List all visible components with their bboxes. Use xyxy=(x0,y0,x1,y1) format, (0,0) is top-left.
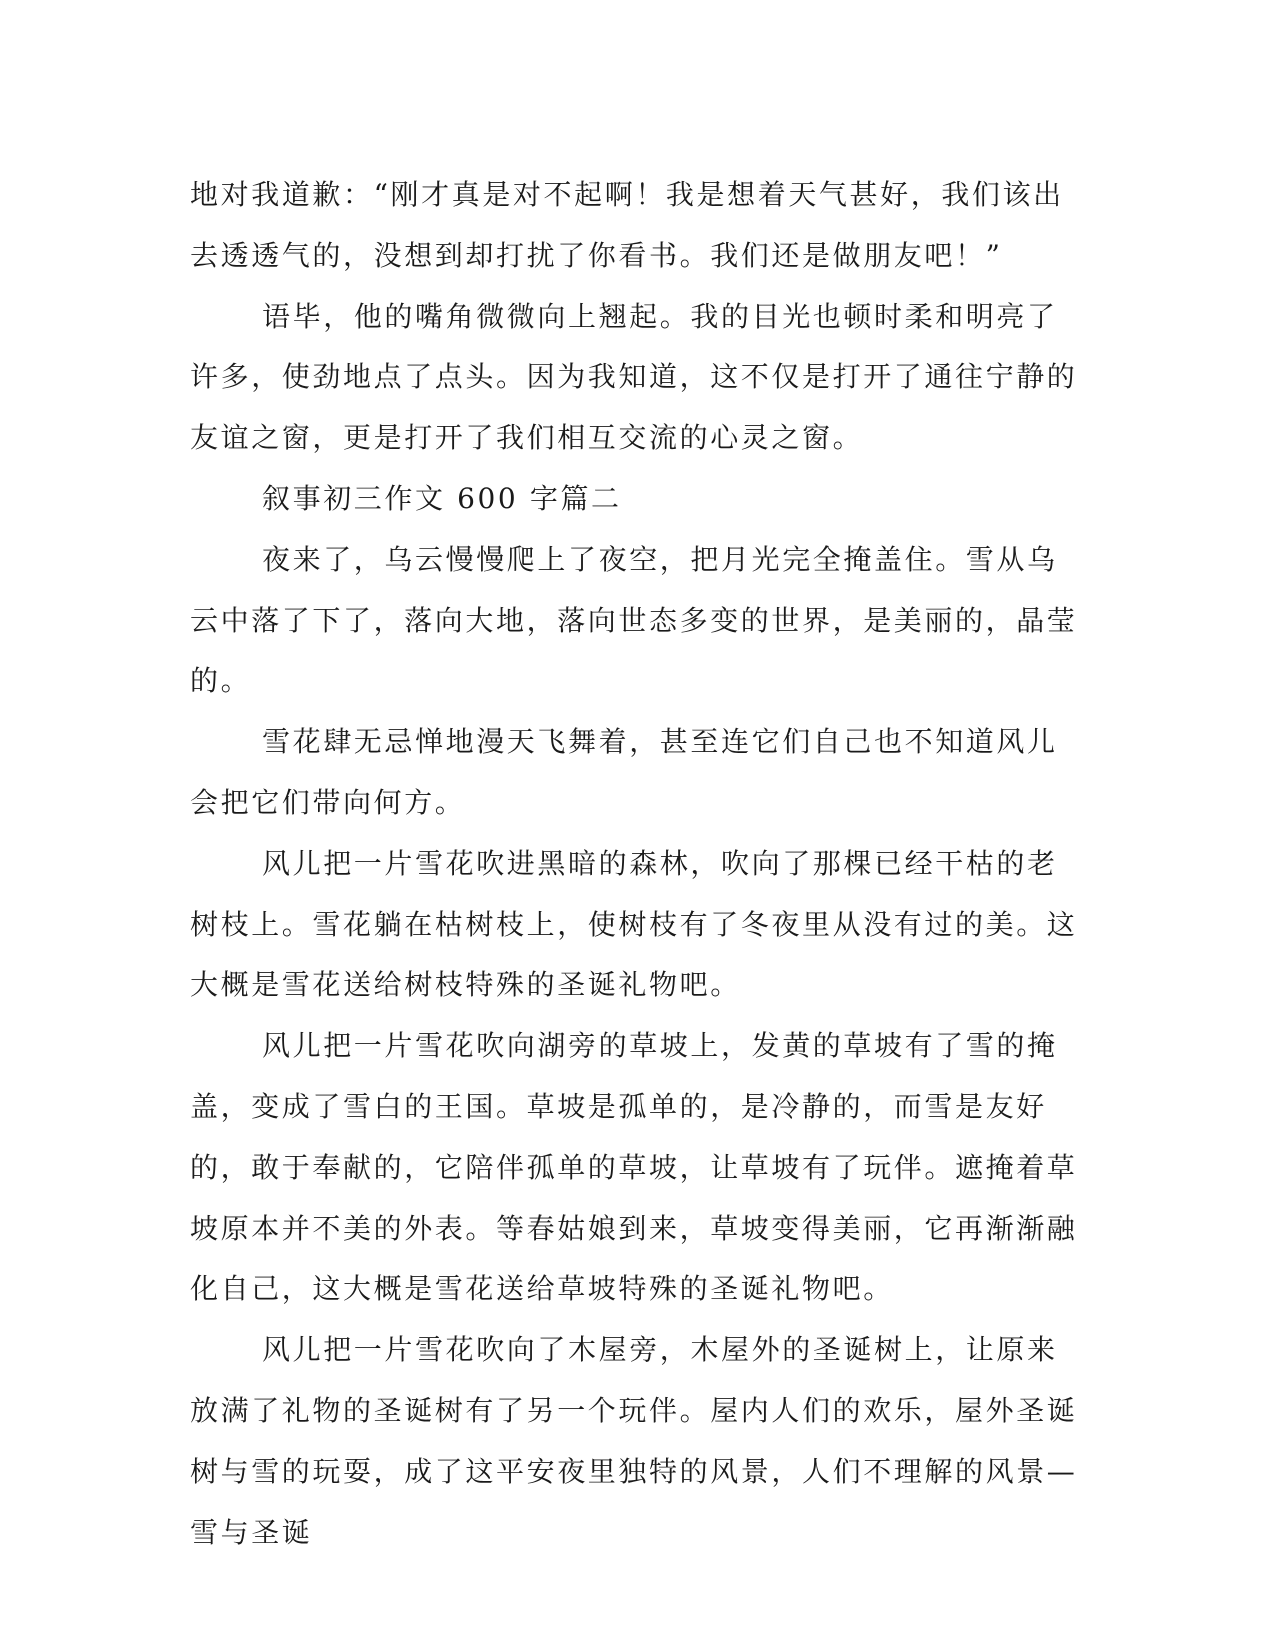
section-heading: 叙事初三作文 600 字篇二 xyxy=(262,481,622,515)
document-body xyxy=(190,165,1080,1563)
paragraph: 语毕，他的嘴角微微向上翘起。我的目光也顿时柔和明亮了许多，使劲地点了点头。因为我知道，这不仅是打开了通往宁静的友谊之窗，更是打开了我们相互交流的心灵之窗。 xyxy=(190,299,1078,455)
paragraph: 风儿把一片雪花吹进黑暗的森林，吹向了那棵已经干枯的老树枝上。雪花躺在枯树枝上，使树枝有了冬夜里从没有过的美。这大概是雪花送给树枝特殊的圣诞礼物吧。 xyxy=(190,846,1078,1002)
paragraph: 风儿把一片雪花吹向湖旁的草坡上，发黄的草坡有了雪的掩盖，变成了雪白的王国。草坡是孤单的，是冷静的，而雪是友好的，敢于奉献的，它陪伴孤单的草坡，让草坡有了玩伴。遮掩着草坡原本并不美的外表。等春姑娘到来，草坡变得美丽，它再渐渐融化自己，这大概是雪花送给草坡特殊的圣诞礼物吧。 xyxy=(190,1029,1078,1306)
paragraph: 夜来了，乌云慢慢爬上了夜空，把月光完全掩盖住。雪从乌云中落了下了，落向大地，落向世态多变的世界，是美丽的，晶莹的。 xyxy=(190,542,1078,698)
paragraph: 地对我道歉：“刚才真是对不起啊！我是想着天气甚好，我们该出去透透气的，没想到却打扰了你看书。我们还是做朋友吧！” xyxy=(190,178,1064,272)
paragraph: 雪花肆无忌惮地漫天飞舞着，甚至连它们自己也不知道风儿会把它们带向何方。 xyxy=(190,725,1058,819)
paragraph: 风儿把一片雪花吹向了木屋旁，木屋外的圣诞树上，让原来放满了礼物的圣诞树有了另一个玩伴。屋内人们的欢乐，屋外圣诞树与雪的玩耍，成了这平安夜里独特的风景，人们不理解的风景—雪与圣诞 xyxy=(190,1333,1078,1549)
